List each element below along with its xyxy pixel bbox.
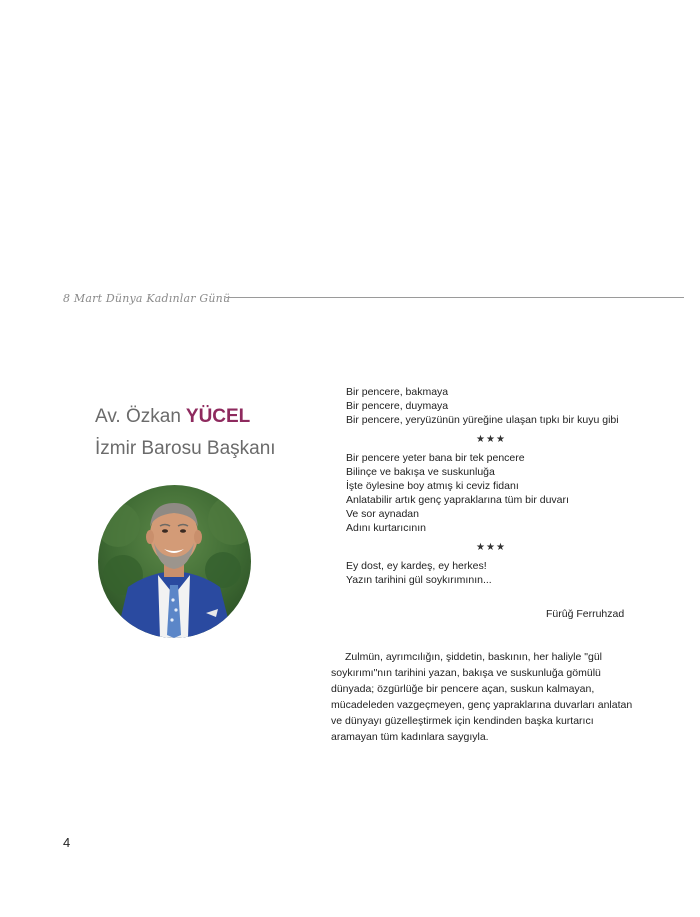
- author-surname: YÜCEL: [185, 406, 251, 427]
- poem-line: Anlatabilir artık genç yapraklarına tüm bir duvarı: [346, 494, 569, 506]
- poem-line: Bir pencere, bakmaya: [346, 386, 449, 398]
- poem: [346, 385, 636, 587]
- header-divider: [226, 297, 684, 298]
- poem-line: Bir pencere yeter bana bir tek pencere: [346, 452, 525, 464]
- poem-stanza: [346, 451, 636, 535]
- poem-line: Adını kurtarıcının: [346, 522, 426, 534]
- poem-line: Bir pencere, yeryüzünün yüreğine ulaşan tıpkı bir kuyu gibi: [346, 414, 619, 426]
- stanza-separator: ★★★: [476, 434, 506, 445]
- poem-author: Fürûğ Ferruhzad: [546, 608, 625, 620]
- page-number: 4: [63, 835, 71, 850]
- poem-line: Ve sor aynadan: [346, 508, 419, 520]
- poem-line: Ey dost, ey kardeş, ey herkes!: [346, 560, 487, 572]
- poem-line: Bir pencere, duymaya: [346, 400, 449, 412]
- dedication-paragraph: Zulmün, ayrımcılığın, şiddetin, baskının, her haliyle "gül soykırımı"nın tarihini yazan, bakışa ve suskunluğa gömülü dünyada; özgürlüğe bir pencere açan, suskun kalmayan, mücadeleden vazgeçmeyen, genç yapraklarına duvarları anlatan ve dünyayı güzelleştirmek için kendinden başka kurtarıcı aramayan tüm kadınlara saygıyla.: [331, 651, 633, 743]
- author-portrait: [98, 485, 251, 638]
- author-name: [95, 406, 250, 428]
- poem-line: Bilinçe ve bakışa ve suskunluğa: [346, 466, 495, 478]
- poem-stanza: [346, 385, 636, 427]
- stanza-separator: ★★★: [476, 542, 506, 553]
- poem-line: Yazın tarihini gül soykırımının...: [346, 574, 492, 586]
- author-title: İzmir Barosu Başkanı: [95, 438, 276, 459]
- portrait-illustration: [98, 485, 251, 638]
- poem-stanza: [346, 559, 636, 587]
- author-prefix: Av. Özkan: [95, 406, 181, 427]
- poem-line: İşte öylesine boy atmış ki ceviz fidanı: [346, 480, 519, 492]
- section-header-label: 8 Mart Dünya Kadınlar Günü: [63, 292, 231, 305]
